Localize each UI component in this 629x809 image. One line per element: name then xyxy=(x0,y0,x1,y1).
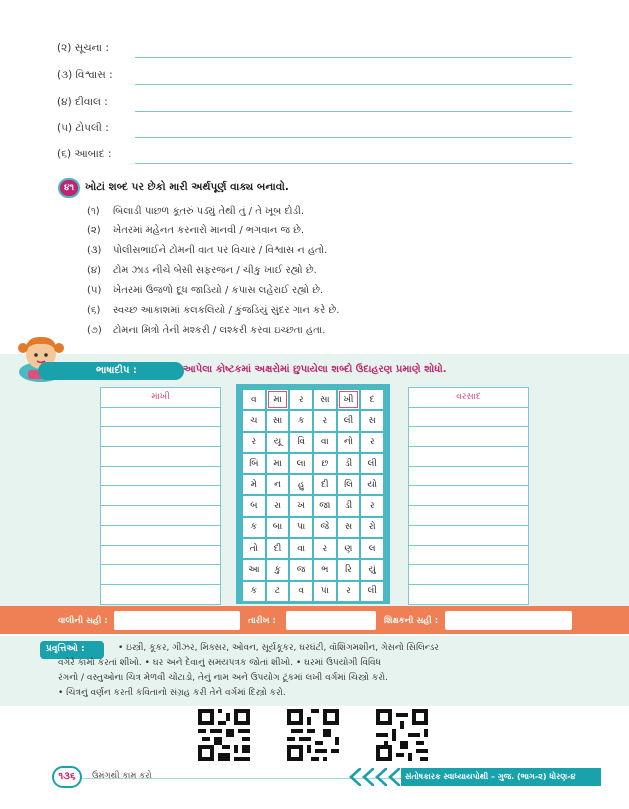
grid-letter-cell[interactable]: ક xyxy=(243,518,265,537)
grid-letter-cell[interactable]: સ xyxy=(361,411,383,430)
qr-code-icon[interactable] xyxy=(198,709,250,761)
grid-letter-cell[interactable]: ખ xyxy=(290,496,312,515)
grid-letter-cell[interactable]: યૂ xyxy=(267,433,289,452)
qr-code-icon[interactable] xyxy=(287,709,339,761)
grid-letter-cell[interactable]: આ xyxy=(243,560,265,579)
grid-letter-cell[interactable]: ર xyxy=(243,433,265,452)
exercise-number-badge: ૪૧ xyxy=(58,178,80,198)
sentence-number: (૩) xyxy=(87,245,102,256)
sentence xyxy=(87,225,304,236)
sentence-number: (૫) xyxy=(87,285,102,296)
sentence xyxy=(87,265,317,276)
grid-letter-cell[interactable]: ન xyxy=(267,475,289,494)
vocab-row xyxy=(57,40,572,60)
grid-letter-cell[interactable]: હુ xyxy=(290,475,312,494)
sentence-text: ટોમ ઝાડ નીચે બેસી સફરજન / ચીકુ ખાઈ રહ્યો છે. xyxy=(113,265,317,276)
grid-letter-cell[interactable]: બ xyxy=(243,496,265,515)
answer-cell[interactable] xyxy=(101,486,221,506)
grid-letter-cell[interactable]: રો xyxy=(361,518,383,537)
grid-letter-cell[interactable]: ડી xyxy=(338,496,360,515)
grid-letter-cell[interactable]: લી xyxy=(338,411,360,430)
activity-line: • ચિત્રનું વર્ણન કરતી કવિતાનો સંગ્રહ કરી તેને વર્ગમાં દિસ્ત્રો કરો. xyxy=(58,688,286,698)
vocab-label: (૩) વિશ્વાસ : xyxy=(57,69,113,81)
letter-grid xyxy=(241,388,385,603)
chevron-left-icon xyxy=(360,768,374,786)
sentence xyxy=(87,305,339,316)
sentence-text: સ્વચ્છ આકાશમાં કલકલિયો / કુંજડિયું સુંદર ગાન કરે છે. xyxy=(113,305,340,316)
activity-line: વગેરે કામો કરતાં શીખો. • ઘર અને દેવાનું સમયપત્રક જોતાં શીખો. • ઘરમાં ઉપયોગી વિવિધ xyxy=(58,658,382,668)
right-answer-table xyxy=(408,387,529,605)
answer-cell[interactable] xyxy=(101,427,221,447)
grid-row xyxy=(243,475,383,494)
sentence-text: ખેતરમાં ઉજળો દૂધ જાડિયો / કપાસ લહેરાઈ રહ્યો છે. xyxy=(113,285,324,296)
grid-letter-cell[interactable]: વા xyxy=(314,433,336,452)
answer-cell[interactable] xyxy=(409,506,529,526)
grid-letter-cell[interactable]: છ xyxy=(314,454,336,473)
grid-letter-cell[interactable]: વ xyxy=(243,390,265,409)
grid-row xyxy=(243,411,383,430)
answer-cell[interactable] xyxy=(409,486,529,506)
sentence-number: (૧) xyxy=(87,206,100,217)
grid-row xyxy=(243,518,383,537)
answer-cell[interactable] xyxy=(101,584,221,604)
answer-line[interactable] xyxy=(135,84,572,85)
grid-letter-cell[interactable]: સા xyxy=(267,411,289,430)
activity-line: રંગનો / વસ્તુઓના ચિત્ર મેળવી ચોંટાડો, તેનું નામ અને ઉપયોગ ટૂંકમાં લખી વર્ગમાં ચિસ્ત્રો કરો. xyxy=(58,673,389,683)
grid-letter-cell[interactable]: વિ xyxy=(290,433,312,452)
qr-code-icon[interactable] xyxy=(376,709,428,761)
vocab-label: (૫) ટોપલી : xyxy=(57,122,109,134)
sentence-number: (૪) xyxy=(87,265,102,276)
answer-line[interactable] xyxy=(135,163,572,164)
answer-cell[interactable] xyxy=(101,407,221,427)
answer-line[interactable] xyxy=(135,137,572,138)
grid-row xyxy=(243,390,383,409)
vocab-row xyxy=(57,120,572,140)
sentence-number: (૬) xyxy=(87,305,101,316)
grid-letter-cell[interactable]: લિ xyxy=(338,475,360,494)
answer-cell[interactable] xyxy=(409,407,529,427)
bhashadeep-label: ભાષાદીપ : xyxy=(38,362,184,380)
answer-cell[interactable] xyxy=(409,447,529,467)
answer-cell[interactable] xyxy=(101,506,221,526)
grid-letter-cell[interactable]: ક xyxy=(243,582,265,601)
sentence-number: (૭) xyxy=(87,325,102,336)
grid-letter-cell[interactable]: ટ xyxy=(267,582,289,601)
activity-line: • ઇસ્ત્રી, કૂકર, ગીઝર, મિક્સર, ઓવન, સૂર્યકૂકર, ઘરઘંટી, વૉશિંગમશીન, ગેસનો સિલિન્ડર xyxy=(118,643,439,653)
grid-letter-cell[interactable]: જા xyxy=(314,496,336,515)
grid-letter-cell[interactable]: તો xyxy=(243,539,265,558)
sentence-text: ટોમના મિત્રો તેની મશ્કરી / લશ્કરી કરવા ઇચ્છતા હતા. xyxy=(113,325,326,336)
grid-letter-cell[interactable]: ણ xyxy=(338,539,360,558)
grid-row xyxy=(243,496,383,515)
page-number: ૧૩૬ xyxy=(52,766,82,788)
sentence xyxy=(87,325,325,336)
answer-cell[interactable] xyxy=(101,447,221,467)
date-field[interactable] xyxy=(286,611,376,630)
grid-row xyxy=(243,454,383,473)
grid-row xyxy=(243,539,383,558)
grid-letter-cell[interactable]: ર xyxy=(290,390,312,409)
exercise-title: ખોટાં શબ્દ પર છેકો મારી અર્થપૂર્ણ વાક્ય બનાવો. xyxy=(85,181,289,193)
answer-cell[interactable] xyxy=(409,584,529,604)
vocab-label: (૬) આબાદ : xyxy=(57,148,112,160)
chevron-left-icon xyxy=(347,768,361,786)
vocab-row xyxy=(57,67,572,87)
parent-signature-field[interactable] xyxy=(114,611,240,630)
vocab-label: (૨) સૂચના : xyxy=(57,42,109,54)
grid-letter-cell[interactable]: પા xyxy=(290,518,312,537)
grid-letter-cell[interactable]: ર xyxy=(314,411,336,430)
grid-letter-cell[interactable]: ર xyxy=(361,433,383,452)
sentence-text: ખેતરમાં મહેનત કરનારો માનવી / ભગવાન જ છે. xyxy=(113,225,305,236)
grid-letter-cell[interactable]: દી xyxy=(267,539,289,558)
answer-cell[interactable] xyxy=(101,565,221,585)
grid-letter-cell[interactable]: યું xyxy=(361,560,383,579)
sentence-number: (૨) xyxy=(87,225,101,236)
grid-letter-cell[interactable]: બા xyxy=(267,518,289,537)
grid-letter-cell[interactable]: જે xyxy=(314,518,336,537)
answer-cell[interactable] xyxy=(409,466,529,486)
grid-letter-cell[interactable]: લ xyxy=(361,539,383,558)
answer-cell[interactable] xyxy=(409,525,529,545)
bhashadeep-instruction: આપેલા કોષ્ટકમાં અક્ષરોમાં છુપાયેલા શબ્દો ઉદાહરણ પ્રમાણે શોધો. xyxy=(183,364,447,375)
grid-letter-cell[interactable]: નો xyxy=(338,433,360,452)
grid-letter-cell[interactable]: બિ xyxy=(243,454,265,473)
grid-letter-cell[interactable]: મે xyxy=(243,475,265,494)
grid-letter-cell[interactable]: યો xyxy=(361,475,383,494)
answer-line[interactable] xyxy=(135,111,572,112)
answer-cell[interactable] xyxy=(409,545,529,565)
chevron-left-icon xyxy=(386,768,400,786)
grid-letter-cell[interactable]: વા xyxy=(290,539,312,558)
grid-letter-cell[interactable]: ખી xyxy=(338,390,360,409)
teacher-signature-field[interactable] xyxy=(445,611,572,630)
grid-letter-cell[interactable]: રિ xyxy=(338,560,360,579)
vocab-row xyxy=(57,94,572,114)
grid-letter-cell[interactable]: ર xyxy=(361,496,383,515)
footer-book-title: સંતોષકારક સ્વાધ્યાયપોથી – ગુજ. (ભાગ-૨) ધોરણ-૪ xyxy=(401,768,601,786)
sentence xyxy=(87,245,327,256)
grid-row xyxy=(243,582,383,601)
sentence-text: પોલીસભાઈને ટોમની વાત પર વિચાર / વિશ્વાસ ન હતો. xyxy=(113,245,328,256)
right-table-header: વરસાદ xyxy=(409,388,529,408)
grid-letter-cell[interactable]: પા xyxy=(314,582,336,601)
left-table-header: માખી xyxy=(101,388,221,408)
vocab-label: (૪) દીવાલ : xyxy=(57,96,108,108)
sentence xyxy=(87,285,323,296)
teacher-signature-label: શિક્ષકની સહી : xyxy=(384,616,439,626)
grid-letter-cell[interactable]: લી xyxy=(361,454,383,473)
grid-letter-cell[interactable]: જ xyxy=(290,560,312,579)
chevron-left-icon xyxy=(373,768,387,786)
grid-letter-cell[interactable]: વ xyxy=(290,582,312,601)
grid-letter-cell[interactable]: ભ xyxy=(314,560,336,579)
grid-letter-cell[interactable]: કુ xyxy=(267,560,289,579)
grid-letter-cell[interactable]: સા xyxy=(314,390,336,409)
answer-cell[interactable] xyxy=(409,427,529,447)
grid-letter-cell[interactable]: ર xyxy=(338,582,360,601)
date-label: તારીખ : xyxy=(248,616,276,626)
grid-letter-cell[interactable]: ર xyxy=(314,539,336,558)
grid-letter-cell[interactable]: ચ xyxy=(243,411,265,430)
grid-letter-cell[interactable]: લી xyxy=(361,582,383,601)
grid-letter-cell[interactable]: મા xyxy=(267,454,289,473)
grid-letter-cell[interactable]: મા xyxy=(267,390,289,409)
answer-line[interactable] xyxy=(135,57,572,58)
sentence-text: બિલાડી પાછળ કૂતરું પડ્યું તેથી તું / તે ખૂબ દોડી. xyxy=(113,206,305,217)
grid-letter-cell[interactable]: સ xyxy=(338,518,360,537)
answer-cell[interactable] xyxy=(101,525,221,545)
vocab-row xyxy=(57,146,572,166)
footer-motto: ઉમંગથી કામ કરો xyxy=(92,771,152,781)
grid-row xyxy=(243,433,383,452)
parent-signature-label: વાલીની સહી : xyxy=(58,616,108,626)
grid-letter-cell[interactable]: ડી xyxy=(338,454,360,473)
grid-row xyxy=(243,560,383,579)
sentence xyxy=(87,206,304,217)
answer-cell[interactable] xyxy=(101,545,221,565)
activities-label: પ્રવૃત્તિઓ : xyxy=(40,641,104,659)
answer-cell[interactable] xyxy=(409,565,529,585)
grid-letter-cell[interactable]: રા xyxy=(267,496,289,515)
grid-letter-cell[interactable]: દી xyxy=(314,475,336,494)
answer-cell[interactable] xyxy=(101,466,221,486)
grid-letter-cell[interactable]: લા xyxy=(290,454,312,473)
grid-letter-cell[interactable]: ક xyxy=(290,411,312,430)
letter-grid-frame xyxy=(236,384,390,604)
left-answer-table xyxy=(100,387,221,605)
grid-letter-cell[interactable]: દ xyxy=(361,390,383,409)
